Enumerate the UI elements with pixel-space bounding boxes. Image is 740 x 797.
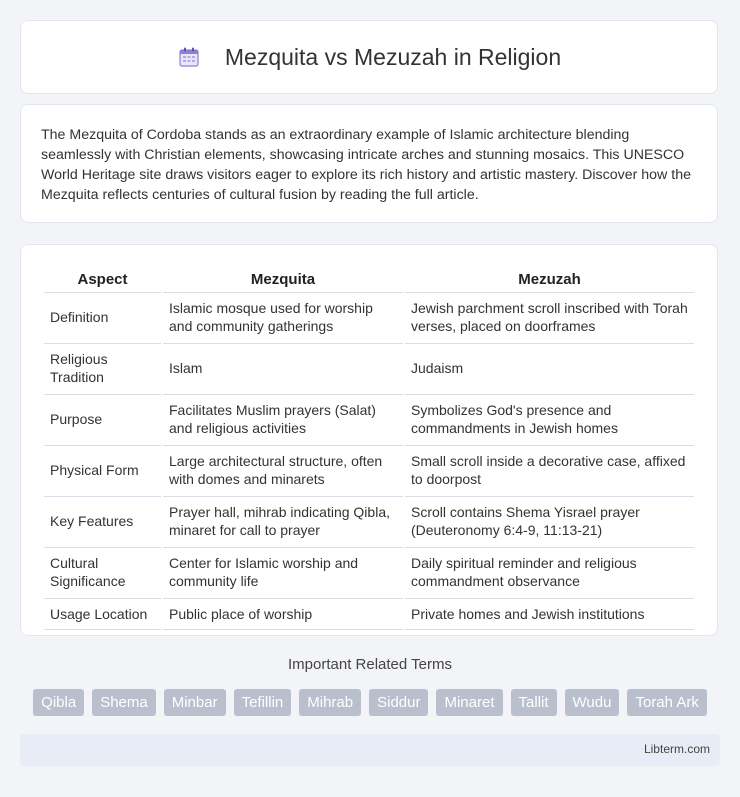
footer-site-link[interactable]: Libterm.com xyxy=(643,742,710,756)
related-terms-list xyxy=(20,689,720,716)
related-term-tag[interactable]: Wudu xyxy=(565,689,620,716)
related-terms-title: Important Related Terms xyxy=(288,656,452,673)
related-term-tag[interactable]: Qibla xyxy=(33,689,84,716)
cell-mezuzah: Jewish parchment scroll inscribed with Torah verses, placed on doorframes xyxy=(405,292,694,341)
footer xyxy=(20,734,720,766)
table-header-row xyxy=(44,267,694,290)
table-row xyxy=(44,496,694,545)
header-mezuzah: Mezuzah xyxy=(518,271,581,288)
related-term-tag[interactable]: Mihrab xyxy=(299,689,361,716)
table-row xyxy=(44,292,694,341)
cell-mezquita: Prayer hall, mihrab indicating Qibla, minaret for call to prayer xyxy=(163,496,403,545)
table-row xyxy=(44,598,694,630)
cell-mezuzah: Symbolizes God's presence and commandments in Jewish homes xyxy=(405,394,694,443)
cell-mezquita: Center for Islamic worship and community life xyxy=(163,547,403,596)
related-term-tag[interactable]: Minbar xyxy=(164,689,226,716)
header-aspect: Aspect xyxy=(77,271,128,288)
cell-mezquita: Facilitates Muslim prayers (Salat) and religious activities xyxy=(163,394,403,443)
comparison-card xyxy=(20,244,718,636)
cell-mezuzah: Scroll contains Shema Yisrael prayer (Deuteronomy 6:4-9, 11:13-21) xyxy=(405,496,694,545)
title-card xyxy=(20,20,718,94)
related-term-tag[interactable]: Shema xyxy=(92,689,156,716)
cell-mezquita: Islam xyxy=(163,343,403,392)
table-row xyxy=(44,445,694,494)
cell-aspect: Cultural Significance xyxy=(44,547,161,596)
cell-mezuzah: Judaism xyxy=(405,343,694,392)
cell-aspect: Physical Form xyxy=(44,445,161,494)
calendar-icon xyxy=(177,45,201,69)
cell-mezuzah: Daily spiritual reminder and religious commandment observance xyxy=(405,547,694,596)
table-row xyxy=(44,547,694,596)
comparison-table xyxy=(42,265,696,632)
table-row xyxy=(44,343,694,392)
related-term-tag[interactable]: Torah Ark xyxy=(627,689,706,716)
related-term-tag[interactable]: Tefillin xyxy=(234,689,292,716)
cell-aspect: Usage Location xyxy=(44,598,161,630)
related-term-tag[interactable]: Minaret xyxy=(436,689,502,716)
table-row xyxy=(44,394,694,443)
cell-mezuzah: Private homes and Jewish institutions xyxy=(405,598,694,630)
intro-text: The Mezquita of Cordoba stands as an extraordinary example of Islamic architecture blending seamlessly with Christian elements, showcasing intricate arches and stunning mosaics. This UNESCO World Heritage site draws visitors eager to explore its rich history and artistic mastery. Discover how the Mezquita reflects centuries of cultural fusion by reading the full article. xyxy=(41,127,691,203)
cell-mezuzah: Small scroll inside a decorative case, affixed to doorpost xyxy=(405,445,694,494)
related-term-tag[interactable]: Siddur xyxy=(369,689,428,716)
cell-aspect: Key Features xyxy=(44,496,161,545)
cell-aspect: Definition xyxy=(44,292,161,341)
cell-aspect: Religious Tradition xyxy=(44,343,161,392)
cell-mezquita: Public place of worship xyxy=(163,598,403,630)
header-mezquita: Mezquita xyxy=(250,271,316,288)
cell-aspect: Purpose xyxy=(44,394,161,443)
related-term-tag[interactable]: Tallit xyxy=(511,689,557,716)
intro-card xyxy=(20,104,718,223)
cell-mezquita: Islamic mosque used for worship and community gatherings xyxy=(163,292,403,341)
page-title: Mezquita vs Mezuzah in Religion xyxy=(224,43,562,70)
cell-mezquita: Large architectural structure, often with domes and minarets xyxy=(163,445,403,494)
